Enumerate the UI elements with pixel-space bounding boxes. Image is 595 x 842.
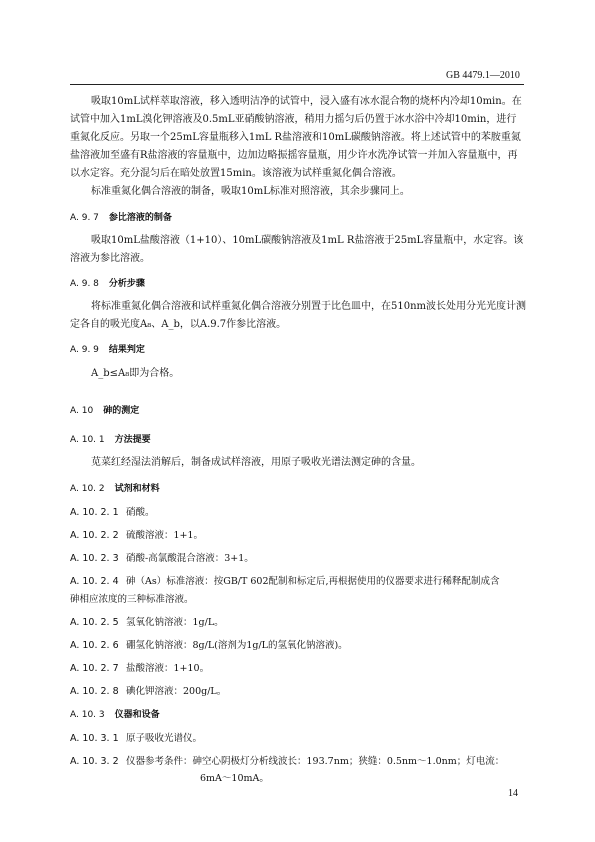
section-number: A. 10. 3 [70,710,105,720]
item-text: 原子吸收光谱仪。 [126,733,203,744]
section-heading-a98 [70,276,145,289]
item-number: A. 10. 3. 1 [70,733,119,744]
instrument-item [70,753,504,767]
item-text: 砷（As）标准溶液：按GB/T 602配制和标定后,再根据使用的仪器要求进行稀释配制成含 [126,576,500,587]
item-number: A. 10. 2. 2 [70,530,119,541]
item-number: A. 10. 3. 2 [70,756,119,767]
paragraph-standard-solution: 标准重氮化偶合溶液的制备，吸取10mL标准对照溶液，其余步骤同上。 [91,186,410,197]
section-title: 仪器和设备 [114,710,160,720]
header-rule [70,84,524,85]
item-number: A. 10. 2. 6 [70,640,119,651]
section-number: A. 10 [70,406,94,416]
section-title: 砷的测定 [103,406,140,416]
item-text: 仪器参考条件：砷空心阴极灯分析线波长：193.7nm；狭缝：0.5nm～1.0nm；灯电流： [126,756,505,767]
reagent-item [70,660,209,674]
section-number: A. 9. 9 [70,345,99,355]
item-text: 硼氢化钠溶液：8g/L(溶剂为1g/L的氢氧化钠溶液)。 [126,640,348,651]
reagent-item [70,504,155,518]
reagent-item [70,614,224,628]
section-heading-a10 [70,403,139,416]
paragraph-reference-solution: 吸取10mL盐酸溶液（1+10）、10mL碳酸钠溶液及1mL R盐溶液于25mL容量瓶中，水定容。该溶液为参比溶液。 [70,235,524,264]
item-number: A. 10. 2. 8 [70,686,119,697]
item-text: 盐酸溶液：1+10。 [126,663,210,674]
paragraph-method-summary: 苋菜红经湿法消解后，制备成试样溶液，用原子吸收光谱法测定砷的含量。 [91,457,421,468]
item-text: 硫酸溶液：1+1。 [126,530,204,541]
section-heading-a99 [70,342,145,355]
reagent-item [70,527,203,541]
section-heading-a97 [70,210,172,223]
paragraph-diazotization-procedure: 吸取10mL试样萃取溶液，移入透明洁净的试管中，浸入盛有冰水混合物的烧杯内冷却10min。在试管中加入1mL溴化钾溶液及0.5mL亚硝酸钠溶液，稍用力摇匀后仍置于冰水浴中冷却10min，进行重氮化反应。另取一个25mL容量瓶移入1mL R盐溶液和10mL碳酸钠溶液。将上述试管中的苯胺重氮盐溶液加至盛有R盐溶液的容量瓶中，边加边略振摇容量瓶，用少许水洗净试管一并加入容量瓶中，再以水定容。充分混匀后在暗处放置15min。该溶液为试样重氮化偶合溶液。 [70,96,522,179]
section-title: 方法提要 [114,435,151,445]
item-number: A. 10. 2. 7 [70,663,119,674]
item-number: A. 10. 2. 1 [70,507,119,518]
reagent-item [70,550,254,564]
reagent-item [70,683,226,697]
item-number: A. 10. 2. 5 [70,617,119,628]
standard-code: GB 4479.1—2010 [446,70,520,81]
item-number: A. 10. 2. 3 [70,553,119,564]
section-heading-a102 [70,481,160,494]
item-text: 硝酸-高氯酸混合溶液：3+1。 [126,553,254,564]
instrument-item [70,730,202,744]
item-text: 碘化钾溶液：200g/L。 [126,686,227,697]
section-title: 结果判定 [108,345,145,355]
section-title: 分析步骤 [108,279,145,289]
section-number: A. 9. 7 [70,213,99,223]
paragraph-result-judgement: A_b≤A₈即为合格。 [91,368,180,379]
section-number: A. 10. 1 [70,435,105,445]
section-heading-a103 [70,707,160,720]
reagent-item [70,637,348,651]
page-number: 14 [508,788,518,799]
item-text: 氢氧化钠溶液：1g/L。 [126,617,224,628]
section-number: A. 9. 8 [70,279,99,289]
reagent-item-continuation: 砷相应浓度的三种标准溶液。 [70,594,194,605]
section-heading-a101 [70,432,151,445]
item-text: 硝酸。 [126,507,155,518]
item-number: A. 10. 2. 4 [70,576,119,587]
reagent-item [70,573,500,587]
instrument-item-continuation: 6mA～10mA。 [200,773,269,784]
section-title: 参比溶液的制备 [108,213,172,223]
paragraph-analysis-steps: 将标准重氮化偶合溶液和试样重氮化偶合溶液分别置于比色皿中，在510nm波长处用分光光度计测定各自的吸光度A₈、A_b，以A.9.7作参比溶液。 [70,301,527,330]
section-title: 试剂和材料 [114,484,160,494]
section-number: A. 10. 2 [70,484,105,494]
